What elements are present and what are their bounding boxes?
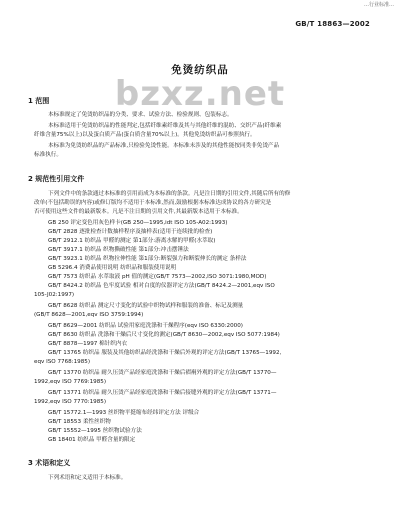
reference-item: GB/T 3923.1 纺织品 织物拉伸性能 第1部分:断裂强力和断裂伸长的测定 条样法	[48, 256, 247, 262]
reference-item-continued: 1992,eqv ISO 7769:1985)	[34, 379, 107, 385]
reference-item: GB/T 13771 纺织品 耐久压烫产品经家庭洗涤和干燥后接缝外观的评定方法(GB/T 13771—	[48, 390, 277, 396]
section-2-heading: 2 规范性引用文件	[28, 175, 85, 183]
section-1-para-3-line-1: 本标准为免烫纺织品的产品标准,只检验免烫性能。本标准未涉及的其他性能按同类非免烫产品	[48, 143, 280, 149]
section-1-para-3-line-2: 标准执行。	[34, 152, 62, 158]
reference-item: GB/T 15772.1—1993 丝织物平挺缩布经纬评定方法 评级合	[48, 410, 200, 416]
reference-item: GB 18401 纺织品 甲醛含量的限定	[48, 437, 136, 443]
document-title: 免烫纺织品	[171, 64, 229, 76]
reference-item: GB/T 15552—1995 丝织物试验方法	[48, 428, 142, 434]
reference-item: GB/T 3917.1 纺织品 织物撕破性能 第1部分:冲击摆锤法	[48, 247, 189, 253]
section-2-intro-line-3: 否可使用这些文件的最新版本。凡是不注日期的引用文件,其最新版本适用于本标准。	[34, 209, 243, 215]
reference-item-continued: eqv ISO 7768:1985)	[34, 359, 91, 365]
section-1-heading: 1 范围	[28, 97, 50, 105]
reference-item: GB/T 8630 纺织品 洗涤和干燥后尺寸变化的测定(GB/T 8630—2002,eqv ISO 5077:1984)	[48, 332, 280, 338]
reference-item: GB/T 8629—2001 纺织品 试验用家庭洗涤和干燥程序(eqv ISO 6330:2000)	[48, 323, 243, 329]
section-2-intro-line-1: 下列文件中的条款通过本标准的引用而成为本标准的条款。凡是注日期的引用文件,其随后所有的修	[48, 191, 291, 197]
watermark: bzxz.net	[114, 74, 286, 114]
reference-item: GB/T 13765 纺织品 服装及其他纺织品经洗涤和干燥后外观的评定方法(GB/T 13765—1992,	[48, 350, 282, 356]
reference-item-continued: (GB/T 8628—2001,eqv ISO 3759:1994)	[34, 312, 144, 318]
section-3-intro: 下列术语和定义适用于本标准。	[48, 475, 127, 481]
reference-item: GB 5296.4 消费品使用说明 纺织品和服装使用说明	[48, 265, 177, 271]
section-1-para-2-line-2: 纤维含量75%以上)以及蛋白质产品(蛋白质含量70%以上)。其他免烫纺织品可参照执行。	[34, 132, 256, 138]
reference-item-continued: 1992,eqv ISO 7770:1985)	[34, 399, 107, 405]
corner-note: …行业标准…	[363, 2, 394, 8]
reference-item: GB/T 8628 纺织品 测定尺寸变化的试验中织物试样和服装的准备、标记及测量	[48, 303, 244, 309]
section-1-para-1: 本标准规定了免烫纺织品的分类、要求、试验方法、检验规则、包装标志。	[48, 112, 233, 118]
reference-item: GB 250 评定变色用灰色样卡(GB 250—1995,idt ISO 105-A02:1993)	[48, 220, 228, 226]
section-2-intro-line-2: 改单(不包括勘误的内容)或修订版均不适用于本标准,然而,鼓励根据本标准达成协议的各方研究是	[34, 200, 272, 206]
reference-item: GB/T 18553 柔性丝织物	[48, 419, 111, 425]
reference-item: GB/T 7573 纺织品 水萃取液 pH 值的测定(GB/T 7573—2002,ISO 3071:1980,MOD)	[48, 274, 267, 280]
reference-item: GB/T 2828 逐批检查计数抽样程序及抽样表(适用于连续批的检查)	[48, 229, 213, 235]
reference-item: GB/T 2912.1 纺织品 甲醛的测定 第1部分:游离水解的甲醛(水萃取)	[48, 238, 216, 244]
section-1-para-2-line-1: 本标准适用于免烫纺织品的性能判定,包括纤维素纤维及其与其他纤维的混纺、交织产品(纤维素	[48, 123, 282, 129]
reference-item: GB/T 13770 纺织品 耐久压烫产品经家庭洗涤和干燥后褶裥外观的评定方法(GB/T 13770—	[48, 370, 277, 376]
reference-item: GB/T 8424.2 纺织品 色牢度试验 相对白度的仪器评定方法(GB/T 8424.2—2001,eqv ISO	[48, 283, 275, 289]
reference-item-continued: 105-J02:1997)	[34, 292, 75, 298]
standard-code: GB/T 18863—2002	[295, 20, 370, 28]
section-3-heading: 3 术语和定义	[28, 459, 71, 467]
reference-item: GB/T 8878—1997 棉针织内衣	[48, 341, 128, 347]
